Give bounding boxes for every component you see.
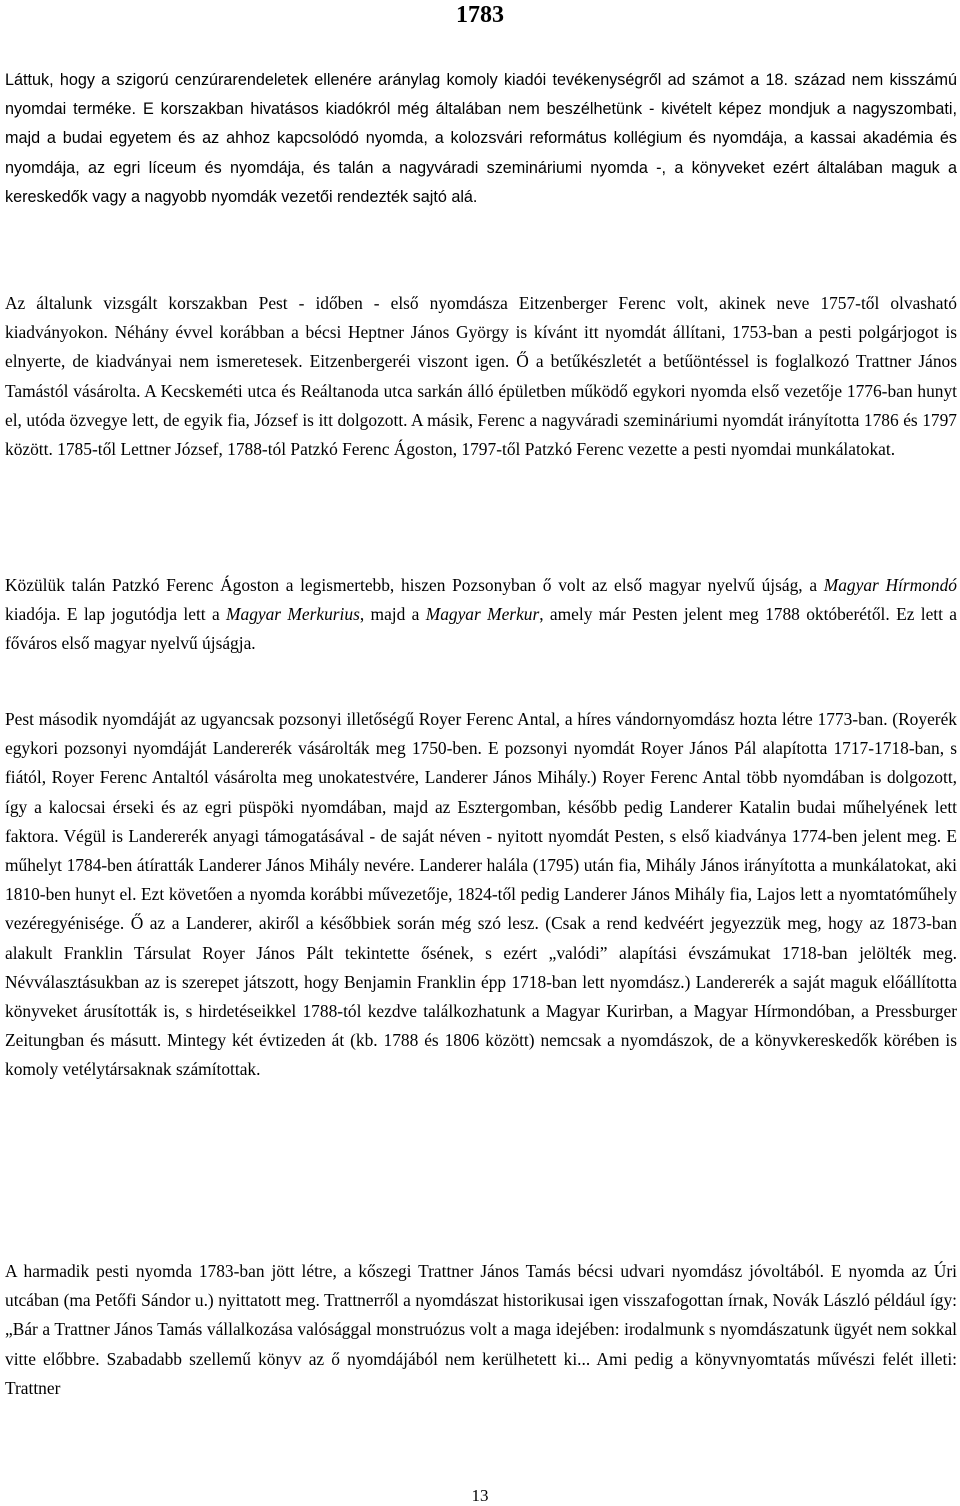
paragraph-5: A harmadik pesti nyomda 1783-ban jött létre, a kőszegi Trattner János Tamás bécsi udvari nyomdász jóvoltából. E nyomda az Úri utcában (ma Petőfi Sándor u.) nyittatott meg. Trattnerről a nyomdászat historikusai igen visszafogottan írnak, Novák László például így: „Bár a Trattner János Tamás vállalkozása valósággal monstruózus volt a maga idejében: irodalmunk s nyomdászatunk ügyét nem sokkal vitte előbbre. Szabadabb szellemű könyv az ő nyomdájából nem kerülhetett ki... Ami pedig a könyvnyomtatás művészi felét illeti: Trattner [5, 1261, 957, 1398]
newspaper-title-magyar-merkurius: Magyar Merkurius [226, 604, 360, 625]
paragraph-3-text-3: , majd a [359, 604, 426, 625]
paragraph-4: Pest második nyomdáját az ugyancsak pozsonyi illetőségű Royer Ferenc Antal, a híres vándornyomdász hozta létre 1773-ban. (Royerék egykori pozsonyi nyomdáját Landererék vásárolták meg 1750-ben. E pozsonyi nyomdát Royer János Pál alapította 1717-1718-ban, s fiától, Royer Ferenc Antaltól vásárolta meg unokatestvére, Landerer János Mihály.) Royer Ferenc Antal több nyomdában is dolgozott, így a kalocsai érseki és az egri püspöki nyomdában, majd az Esztergomban, később pedig Landerer Katalin budai műhelyének lett faktora. Végül is Landererék anyagi támogatásával - de saját néven - nyitott nyomdát Pesten, s első kiadványa 1774-ben jelent meg. E műhelyt 1784-ben átíratták Landerer János Mihály nevére. Landerer halála (1795) után fia, Mihály János irányította a munkálatokat, aki 1810-ben hunyt el. Ezt követően a nyomda korábbi művezetője, 1824-től pedig Landerer János Mihály fia, Lajos lett a nyomtatóműhely vezéregyénisége. Ő az a Landerer, akiről a későbbiek során még szó lesz. (Csak a rend kedvéért jegyezzük meg, hogy az 1873-ban alakult Franklin Társulat Royer János Pált tekintette ősének, s ezért „valódi” alapítási évszámukat 1718-ban jelölték meg. Névválasztásukban az is szerepet játszott, hogy Benjamin Franklin épp 1718-ban lett nyomdász.) Landererék a saját maguk előállította könyveket árusították is, s hirdetéseikkel 1788-tól kezdve találkozhatunk a Magyar Kurirban, a Magyar Hírmondóban, a Pressburger Zeitungban és másutt. Mintegy két évtizeden át (kb. 1788 és 1806 között) nemcsak a nyomdászok, de a könyvkereskedők körében is komoly vetélytársaknak számítottak. [5, 709, 957, 1080]
paragraph-3 [5, 571, 957, 659]
paragraph-3-text-4: , amely már Pesten jelent meg 1788 októberétől. Ez lett a főváros első magyar nyelvű újságja. [5, 604, 958, 654]
paragraph-3-text-2: kiadója. E lap jogutódja lett a [5, 604, 227, 625]
newspaper-title-magyar-merkur: Magyar Merkur [425, 604, 540, 625]
page-title: 1783 [456, 2, 504, 28]
paragraph-1: Láttuk, hogy a szigorú cenzúrarendeletek ellenére aránylag komoly kiadói tevékenységről ad számot a 18. század nem kisszámú nyomdai terméke. E korszakban hivatásos kiadókról még általában nem beszélhetünk - kivételt képez mondjuk a nagyszombati, majd a budai egyetem és az ahhoz kapcsolódó nyomda, a kolozsvári református kollégium és nyomdája, a kassai akadémia és nyomdája, az egri líceum és nyomdája, és talán a nagyváradi szemináriumi nyomda -, a könyveket ezért általában maguk a kereskedők vagy a nagyobb nyomdák vezetői rendezték sajtó alá. [5, 71, 957, 206]
paragraph-3-text-1: Közülük talán Patzkó Ferenc Ágoston a legismertebb, hiszen Pozsonyban ő volt az első magyar nyelvű újság, a [5, 575, 824, 595]
page-number: 13 [471, 1486, 489, 1505]
newspaper-title-magyar-hirmondo: Magyar Hírmondó [823, 575, 957, 595]
paragraph-2: Az általunk vizsgált korszakban Pest - időben - első nyomdásza Eitzenberger Ferenc volt, akinek neve 1757-től olvasható kiadványokon. Néhány évvel korábban a bécsi Heptner János György is kívánt itt nyomdát állítani, 1753-ban a pesti polgárjogot is elnyerte, de kiadványai nem ismeretesek. Eitzenbergeréi viszont igen. Ő a betűkészletét a betűöntéssel is foglalkozó Trattner János Tamástól vásárolta. A Kecskeméti utca és Reáltanoda utca sarkán álló épületben működő egykori nyomda első vezetője 1776-ban hunyt el, utóda özvegye lett, de egyik fia, József is itt dolgozott. A másik, Ferenc a nagyváradi szemináriumi nyomdát irányította 1786 és 1797 között. 1785-től Lettner József, 1788-tól Patzkó Ferenc Ágoston, 1797-től Patzkó Ferenc vezette a pesti nyomdai munkálatokat. [5, 293, 957, 460]
